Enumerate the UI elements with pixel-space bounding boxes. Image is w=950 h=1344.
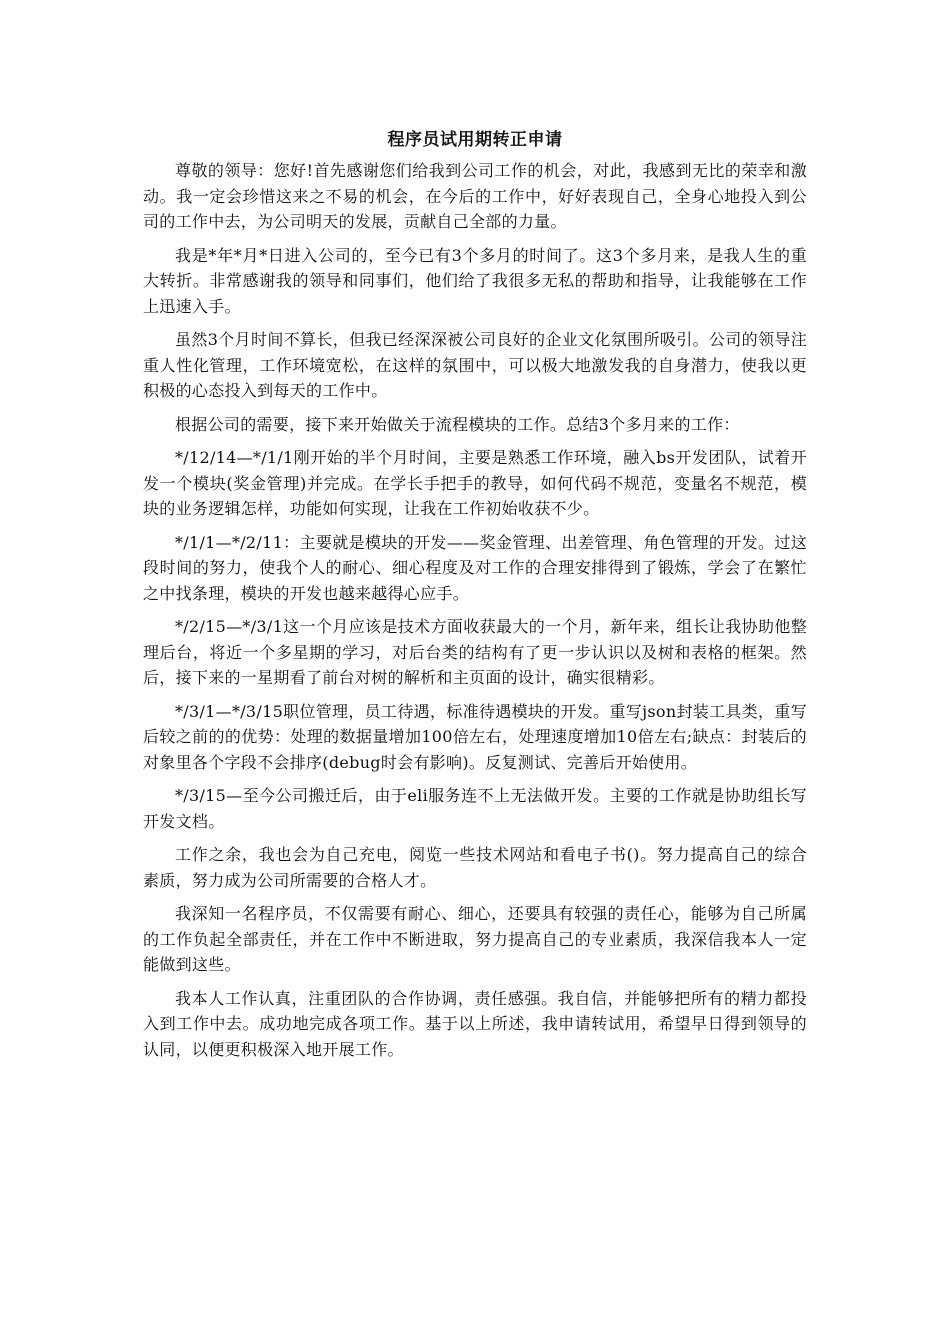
paragraph: */3/15—至今公司搬迁后，由于eli服务连不上无法做开发。主要的工作就是协助组长写开发文档。: [143, 786, 807, 831]
paragraph: */1/1—*/2/11：主要就是模块的开发——奖金管理、出差管理、角色管理的开发。过这段时间的努力，使我个人的耐心、细心程度及对工作的合理安排得到了锻炼，学会了在繁忙之中找条理，模块的开发也越来越得心应手。: [143, 532, 807, 603]
paragraph: 虽然3个月时间不算长，但我已经深深被公司良好的企业文化氛围所吸引。公司的领导注重人性化管理，工作环境宽松，在这样的氛围中，可以极大地激发我的自身潜力，使我以更积极的心态投入到每天的工作中。: [143, 330, 807, 400]
paragraph: 尊敬的领导：您好!首先感谢您们给我到公司工作的机会，对此，我感到无比的荣幸和激动。我一定会珍惜这来之不易的机会，在今后的工作中，好好表现自己，全身心地投入到公司的工作中去，为公司明天的发展，贡献自己全部的力量。: [143, 161, 807, 231]
paragraph: */12/14—*/1/1刚开始的半个月时间，主要是熟悉工作环境，融入bs开发团队，试着开发一个模块(奖金管理)并完成。在学长手把手的教导，如何代码不规范，变量名不规范，模块的业务逻辑怎样，功能如何实现，让我在工作初始收获不少。: [143, 448, 807, 518]
document-title: 程序员试用期转正申请: [387, 130, 563, 150]
paragraph: 工作之余，我也会为自己充电，阅览一些技术网站和看电子书()。努力提高自己的综合素质，努力成为公司所需要的合格人才。: [143, 845, 807, 890]
paragraph: 我本人工作认真，注重团队的合作协调，责任感强。我自信，并能够把所有的精力都投入到工作中去。成功地完成各项工作。基于以上所述，我申请转试用，希望早日得到领导的认同，以便更积极深入地开展工作。: [143, 988, 807, 1059]
paragraph: */2/15—*/3/1这一个月应该是技术方面收获最大的一个月，新年来，组长让我协助他整理后台，将近一个多星期的学习，对后台类的结构有了更一步认识以及树和表格的框架。然后，接下来的一星期看了前台对树的解析和主页面的设计，确实很精彩。: [143, 617, 807, 687]
paragraph: */3/1—*/3/15职位管理，员工待遇，标准待遇模块的开发。重写json封装工具类，重写后较之前的的优势：处理的数据量增加100倍左右，处理速度增加10倍左右;缺点：封装后的对象里各个字段不会排序(debug时会有影响)。反复测试、完善后开始使用。: [143, 701, 807, 772]
paragraph: 根据公司的需要，接下来开始做关于流程模块的工作。总结3个多月来的工作：: [175, 414, 740, 434]
paragraph: 我深知一名程序员，不仅需要有耐心、细心，还要具有较强的责任心，能够为自己所属的工作负起全部责任，并在工作中不断进取，努力提高自己的专业素质，我深信我本人一定能做到这些。: [143, 904, 807, 974]
paragraph: 我是*年*月*日进入公司的，至今已有3个多月的时间了。这3个多月来，是我人生的重大转折。非常感谢我的领导和同事们，他们给了我很多无私的帮助和指导，让我能够在工作上迅速入手。: [143, 245, 807, 316]
document-page: [143, 128, 807, 1070]
